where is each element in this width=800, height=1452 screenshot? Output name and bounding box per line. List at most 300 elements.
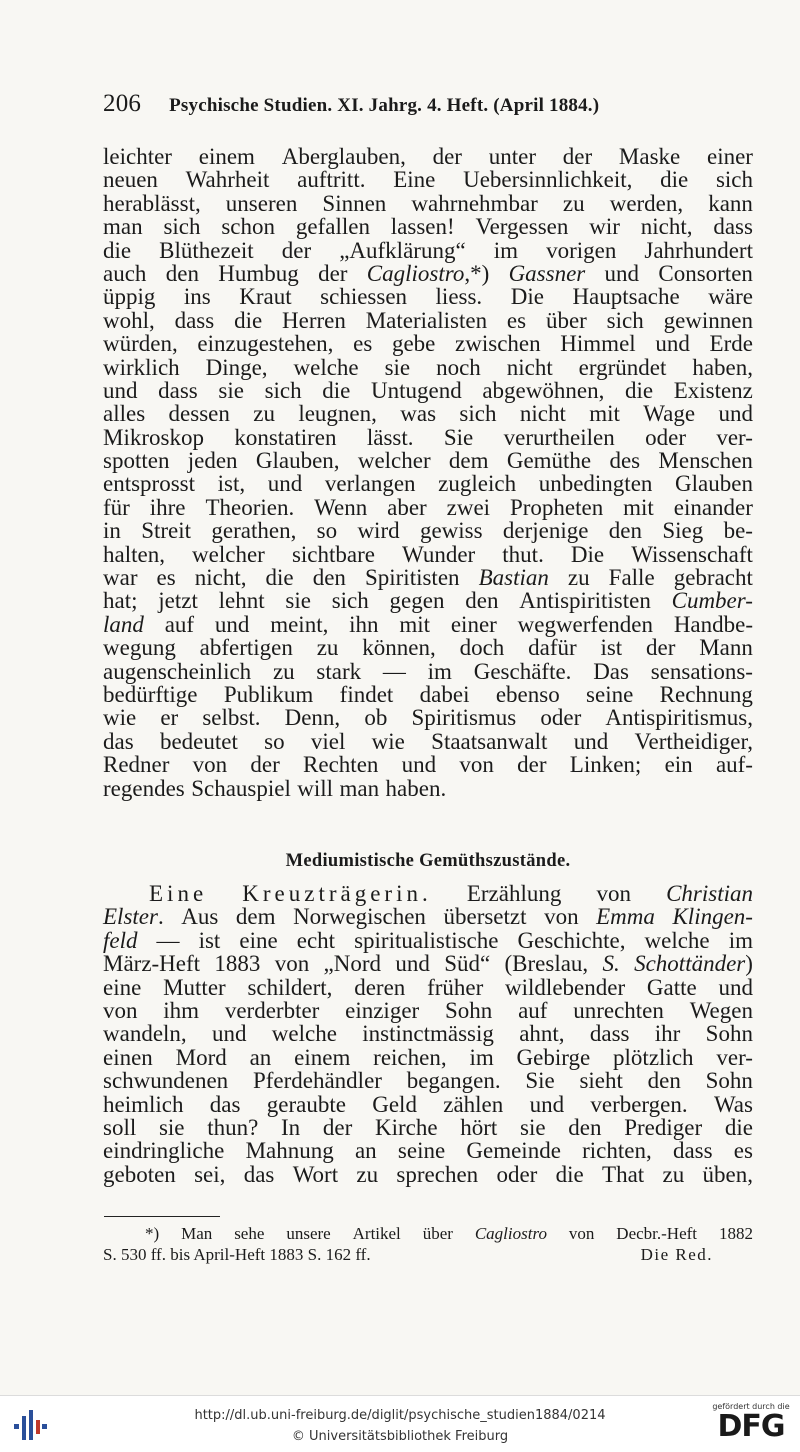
word: — [156, 927, 180, 953]
word: Bastian [478, 565, 549, 591]
word: Sohn [705, 1068, 753, 1094]
word: jeden [187, 448, 238, 474]
word: begangen. [406, 1068, 501, 1094]
word: der [432, 144, 462, 169]
word: die [724, 1114, 753, 1140]
dfg-logo [710, 1402, 792, 1446]
word: zu [356, 1161, 379, 1187]
footnote [103, 1223, 753, 1265]
paragraph-1-line [103, 496, 753, 519]
word: man [339, 775, 380, 801]
word: dass [672, 1138, 713, 1164]
word: zu [562, 190, 585, 216]
word: würden, [103, 331, 178, 357]
word: von [596, 881, 631, 906]
word: spiritualistische [354, 927, 499, 953]
word: Sie [525, 1068, 555, 1094]
word: übersetzt [443, 904, 527, 930]
footnote-signature: Die Red. [640, 1245, 713, 1264]
word: Pferdehändler [252, 1068, 382, 1094]
paragraph-1-line [103, 730, 753, 753]
word: zu [316, 635, 339, 661]
word: und [211, 1021, 247, 1047]
word: bedürftige [103, 681, 198, 707]
word: Eine [393, 167, 436, 193]
word: *) [145, 1224, 160, 1243]
word: die [624, 377, 654, 403]
word: unsere [286, 1224, 331, 1243]
word: wohl, [103, 307, 155, 333]
word: land [103, 611, 144, 637]
word: seine [586, 681, 634, 707]
word: thun? [207, 1114, 259, 1140]
word: geboten [103, 1161, 176, 1187]
word: Die [510, 284, 544, 310]
word: Consorten [658, 260, 753, 286]
word: Schottänder) [634, 951, 753, 977]
word: ihn [349, 611, 379, 637]
word: war [103, 565, 138, 591]
word: ihre [149, 494, 186, 520]
word: Gassner [508, 260, 586, 286]
word: Erzählung [466, 881, 562, 906]
paragraph-1-line [103, 613, 753, 636]
word: Erde [709, 331, 753, 357]
word: richten, [582, 1138, 652, 1164]
word: von [103, 997, 138, 1023]
word: und [529, 1091, 565, 1117]
footnote-divider [104, 1216, 220, 1217]
word: Sohn [705, 1021, 753, 1047]
word: die [234, 307, 263, 333]
word: Aus [181, 904, 219, 930]
word: gewiss [419, 518, 483, 544]
paragraph-1-line [103, 753, 753, 776]
word: und [395, 951, 430, 977]
word: (Breslau, [504, 951, 589, 977]
word: wegwerfenden [517, 611, 653, 637]
word: noch [436, 354, 481, 380]
word: gerathen, [211, 518, 297, 544]
word: zwei [446, 494, 491, 520]
word: Gemüthe [506, 448, 592, 474]
word: Gatte [646, 974, 697, 1000]
word: oder [540, 705, 582, 731]
word: Klingen- [672, 904, 753, 930]
word: können, [362, 635, 436, 661]
word: ist [600, 635, 623, 661]
word: kann [708, 190, 753, 216]
word: haben, [692, 354, 753, 380]
paragraph-1-line [103, 472, 753, 495]
word: der [517, 752, 547, 778]
word: eine [103, 974, 142, 1000]
word: welche [271, 1021, 337, 1047]
word: nicht [519, 401, 566, 427]
word: der [562, 144, 593, 169]
word: Wissenschaft [631, 541, 753, 567]
word: Kreuzträgerin. [242, 881, 432, 906]
running-header [103, 90, 753, 118]
word: welcher [192, 541, 265, 567]
word: haben. [385, 775, 447, 801]
word: Spiritisten [364, 565, 460, 591]
word: Herren [282, 307, 346, 333]
word: Christian [666, 881, 753, 906]
word: zu [253, 401, 275, 427]
word: verlangen [324, 471, 416, 497]
word: und [573, 728, 609, 754]
word: Antispiritismus, [605, 705, 753, 731]
word: für [103, 494, 130, 520]
word: der [322, 1114, 353, 1140]
word: abfertigen [199, 635, 293, 661]
word: Sohn [444, 997, 493, 1023]
paragraph-2-line [103, 1069, 753, 1092]
word: einen [103, 1044, 153, 1070]
funder-caption: gefördert durch die [712, 1402, 790, 1411]
word: gebe [391, 331, 436, 357]
word: Antispiritisten [519, 588, 651, 614]
paragraph-1-line [103, 309, 753, 332]
paragraph-1-line [103, 683, 753, 706]
word: im [728, 927, 753, 953]
word: sich [331, 588, 369, 614]
word: aber [387, 494, 427, 520]
word: hört [460, 1114, 498, 1140]
paragraph-2-line [103, 929, 753, 952]
word: stark [316, 658, 362, 684]
word: lässt. [366, 424, 414, 450]
word: üppig [103, 284, 156, 310]
word: Glauben, [255, 448, 340, 474]
word: dafür [528, 635, 577, 661]
word: Was [713, 1091, 753, 1117]
word: Untugend [370, 377, 462, 403]
word: wildlebender [505, 974, 626, 1000]
word: Aberglauben, [281, 144, 406, 169]
word: meint, [270, 611, 329, 637]
word: Rechten [303, 752, 379, 778]
word: nicht, [194, 565, 247, 591]
paragraph-1-line [103, 519, 753, 542]
word: über [422, 1224, 453, 1243]
word: be- [723, 518, 753, 544]
word: reichen, [373, 1044, 447, 1070]
word: von [274, 951, 310, 977]
paragraph-2 [103, 882, 753, 1186]
section-heading: Mediumistische Gemüthszustände. [285, 851, 571, 871]
word: die [660, 167, 689, 193]
word: — [382, 658, 406, 684]
paragraph-2-line [103, 1022, 753, 1045]
word: einziger [345, 997, 420, 1023]
word: sie [158, 1114, 185, 1140]
word: Materialisten [365, 307, 488, 333]
word: oder [645, 424, 686, 450]
paragraph-1-line [103, 285, 753, 308]
word: mit [589, 401, 620, 427]
word: werden, [609, 190, 684, 216]
paragraph-1-line [103, 379, 753, 402]
word: auftritt. [297, 167, 366, 193]
word: Gemeinde [466, 1138, 561, 1164]
word: sich [606, 307, 644, 333]
permalink-url[interactable]: http://dl.ub.uni-freiburg.de/diglit/psychische_studien1884/0214 [194, 1408, 606, 1423]
dfg-wordmark: DFG [717, 1409, 785, 1444]
word: verbergen. [590, 1091, 688, 1117]
word: sehe [234, 1224, 265, 1243]
word: Norwegischen [293, 904, 426, 930]
word: Jahrhundert [644, 237, 753, 263]
word: unseren [225, 190, 298, 216]
word: ergründet [578, 354, 667, 380]
word: der [646, 635, 676, 661]
word: augenscheinlich [103, 658, 252, 684]
word: Redner [103, 752, 170, 778]
word: echt [296, 927, 336, 953]
word: den [312, 565, 346, 591]
word: Sinnen [322, 190, 387, 216]
word: soll [103, 1114, 137, 1140]
word: doch [459, 635, 505, 661]
word: einem [294, 1044, 351, 1070]
footnote-line-1 [103, 1223, 753, 1244]
paragraph-1-line [103, 426, 753, 449]
word: derjenige [502, 518, 589, 544]
word: Streit [141, 518, 192, 544]
word: ist, [217, 471, 246, 497]
word: verderbter [224, 997, 320, 1023]
word: zu [567, 565, 590, 591]
word: einer [450, 611, 497, 637]
word: den [568, 1114, 602, 1140]
word: es [733, 1138, 753, 1164]
word: spotten [103, 448, 170, 474]
word: an [354, 1138, 377, 1164]
word: Uebersinnlichkeit, [463, 167, 633, 193]
word: Falle [608, 565, 655, 591]
word: Cumber- [671, 588, 753, 614]
word: Wegen [689, 997, 753, 1023]
word: sich [715, 167, 753, 193]
word: Cagliostro [474, 1224, 547, 1243]
word: Gebirge [516, 1044, 591, 1070]
word: von [544, 904, 579, 930]
word: wirklich [103, 354, 180, 380]
word: lassen! [390, 214, 455, 240]
word: unbedingten [538, 471, 653, 497]
word: gewinnen [663, 307, 753, 333]
word: Blüthezeit [159, 237, 254, 263]
word: wahrnehmbar [411, 190, 538, 216]
word: ihm [163, 997, 200, 1023]
word: Mahnung [245, 1138, 334, 1164]
word: zählen [443, 1091, 504, 1117]
word: 1883 [214, 951, 261, 977]
paragraph-1-line [103, 402, 753, 425]
word: Wort [292, 1161, 339, 1187]
word: Die [570, 541, 605, 567]
word: nicht [506, 354, 553, 380]
word: regendes [103, 775, 185, 801]
paragraph-1-line [103, 777, 753, 800]
word: viel [310, 728, 346, 754]
word: sie [520, 1114, 546, 1140]
word: auf [164, 611, 195, 637]
word: er [160, 705, 179, 731]
word: hat; [103, 588, 138, 614]
word: was [400, 401, 437, 427]
word: in [103, 518, 121, 544]
word: über [545, 307, 587, 333]
viewer-footer [0, 1395, 800, 1452]
word: dass [158, 377, 198, 403]
word: Geschäfte. [473, 658, 572, 684]
word: und [718, 401, 753, 427]
word: so [264, 728, 285, 754]
word: Mord [175, 1044, 227, 1070]
word: Man [181, 1224, 213, 1243]
paragraph-2-line [103, 882, 753, 905]
word: welcher [357, 448, 431, 474]
word: ein [664, 752, 693, 778]
word: und [214, 611, 250, 637]
word: ihr [654, 1021, 681, 1047]
word: bedeutet [159, 728, 238, 754]
paragraph-1-line [103, 449, 753, 472]
word: einzugestehen, [197, 331, 334, 357]
word: In [281, 1114, 301, 1140]
word: Süd“ [444, 951, 491, 977]
paragraph-2-line [103, 1139, 753, 1162]
word: der [250, 752, 280, 778]
word: üben, [702, 1161, 753, 1187]
word: zu [662, 1161, 685, 1187]
paragraph-1-line [103, 145, 753, 168]
word: konstatiren [234, 424, 337, 450]
word: seine [397, 1138, 446, 1164]
paragraph-1-line [103, 356, 753, 379]
paragraph-2-line [103, 1163, 753, 1186]
paragraph-2-line [103, 905, 753, 928]
word: ahnt, [519, 1021, 565, 1047]
word: schwundenen [103, 1068, 229, 1094]
word: alles [103, 401, 146, 427]
word: Geschichte, [517, 927, 626, 953]
word: und [103, 377, 138, 403]
word: vorigen [546, 237, 617, 263]
word: im [427, 658, 452, 684]
word: auch [103, 260, 147, 286]
word: an [249, 1044, 272, 1070]
word: sieht [579, 1068, 623, 1094]
word: das [243, 1161, 275, 1187]
word: im [469, 1044, 494, 1070]
word: „Nord [323, 951, 382, 977]
word: Rechnung [659, 681, 753, 707]
word: einer [707, 144, 753, 169]
page-body [103, 144, 753, 1187]
word: dass [713, 214, 753, 240]
word: März-Heft [103, 951, 201, 977]
word: und [267, 471, 303, 497]
word: den [647, 1068, 681, 1094]
word: Sieg [662, 518, 704, 544]
word: Cagliostro,*) [366, 260, 490, 286]
word: Glauben [675, 471, 753, 497]
word: schildert, [247, 974, 333, 1000]
word: Propheten [509, 494, 604, 520]
word: Dinge, [205, 354, 268, 380]
word: Artikel [352, 1224, 401, 1243]
word: wegung [103, 635, 176, 661]
word: That [602, 1161, 645, 1187]
word: und [401, 752, 437, 778]
paragraph-2-line [103, 1046, 753, 1069]
page-number: 206 [103, 90, 142, 117]
word: Das [593, 658, 629, 684]
word: und [604, 260, 640, 286]
paragraph-1-line [103, 332, 753, 355]
word: findet [339, 681, 394, 707]
word: und [655, 331, 690, 357]
paragraph-1-line [103, 589, 753, 612]
word: sichtbare [291, 541, 375, 567]
word: sie [384, 354, 411, 380]
paragraph-1 [103, 145, 753, 800]
word: die [103, 237, 132, 263]
word: wäre [708, 284, 753, 310]
word: der [318, 260, 348, 286]
word: von [568, 1224, 595, 1243]
word: jetzt [158, 588, 198, 614]
word: gebracht [673, 565, 753, 591]
word: mit [623, 494, 654, 520]
word: ins [183, 284, 211, 310]
word: Mann [699, 635, 753, 661]
paragraph-1-line [103, 660, 753, 683]
word: unter [488, 144, 536, 169]
word: Menschen [658, 448, 753, 474]
word: Spiritismus [411, 705, 517, 731]
word: Handbe- [673, 611, 753, 637]
word: Vergessen [475, 214, 569, 240]
word: sie [285, 588, 311, 614]
word: von [192, 752, 228, 778]
paragraph-1-line [103, 706, 753, 729]
word: die [265, 565, 294, 591]
word: Wunder [402, 541, 476, 567]
word: dass [589, 1021, 630, 1047]
word: Existenz [673, 377, 753, 403]
word: „Aufklärung“ [339, 237, 466, 263]
word: Staatsanwalt [431, 728, 548, 754]
paragraph-2-line [103, 1093, 753, 1116]
word: wie [103, 705, 137, 731]
word: Denn, [284, 705, 341, 731]
word: Linken; [569, 752, 642, 778]
paragraph-1-line [103, 566, 753, 589]
footnote-line-2 [103, 1244, 753, 1265]
word: leugnen, [298, 401, 377, 427]
word: es [156, 565, 176, 591]
word: Wenn [314, 494, 368, 520]
word: thut. [502, 541, 544, 567]
word: mit [399, 611, 431, 637]
word: eine [239, 927, 278, 953]
word: dessen [168, 401, 230, 427]
